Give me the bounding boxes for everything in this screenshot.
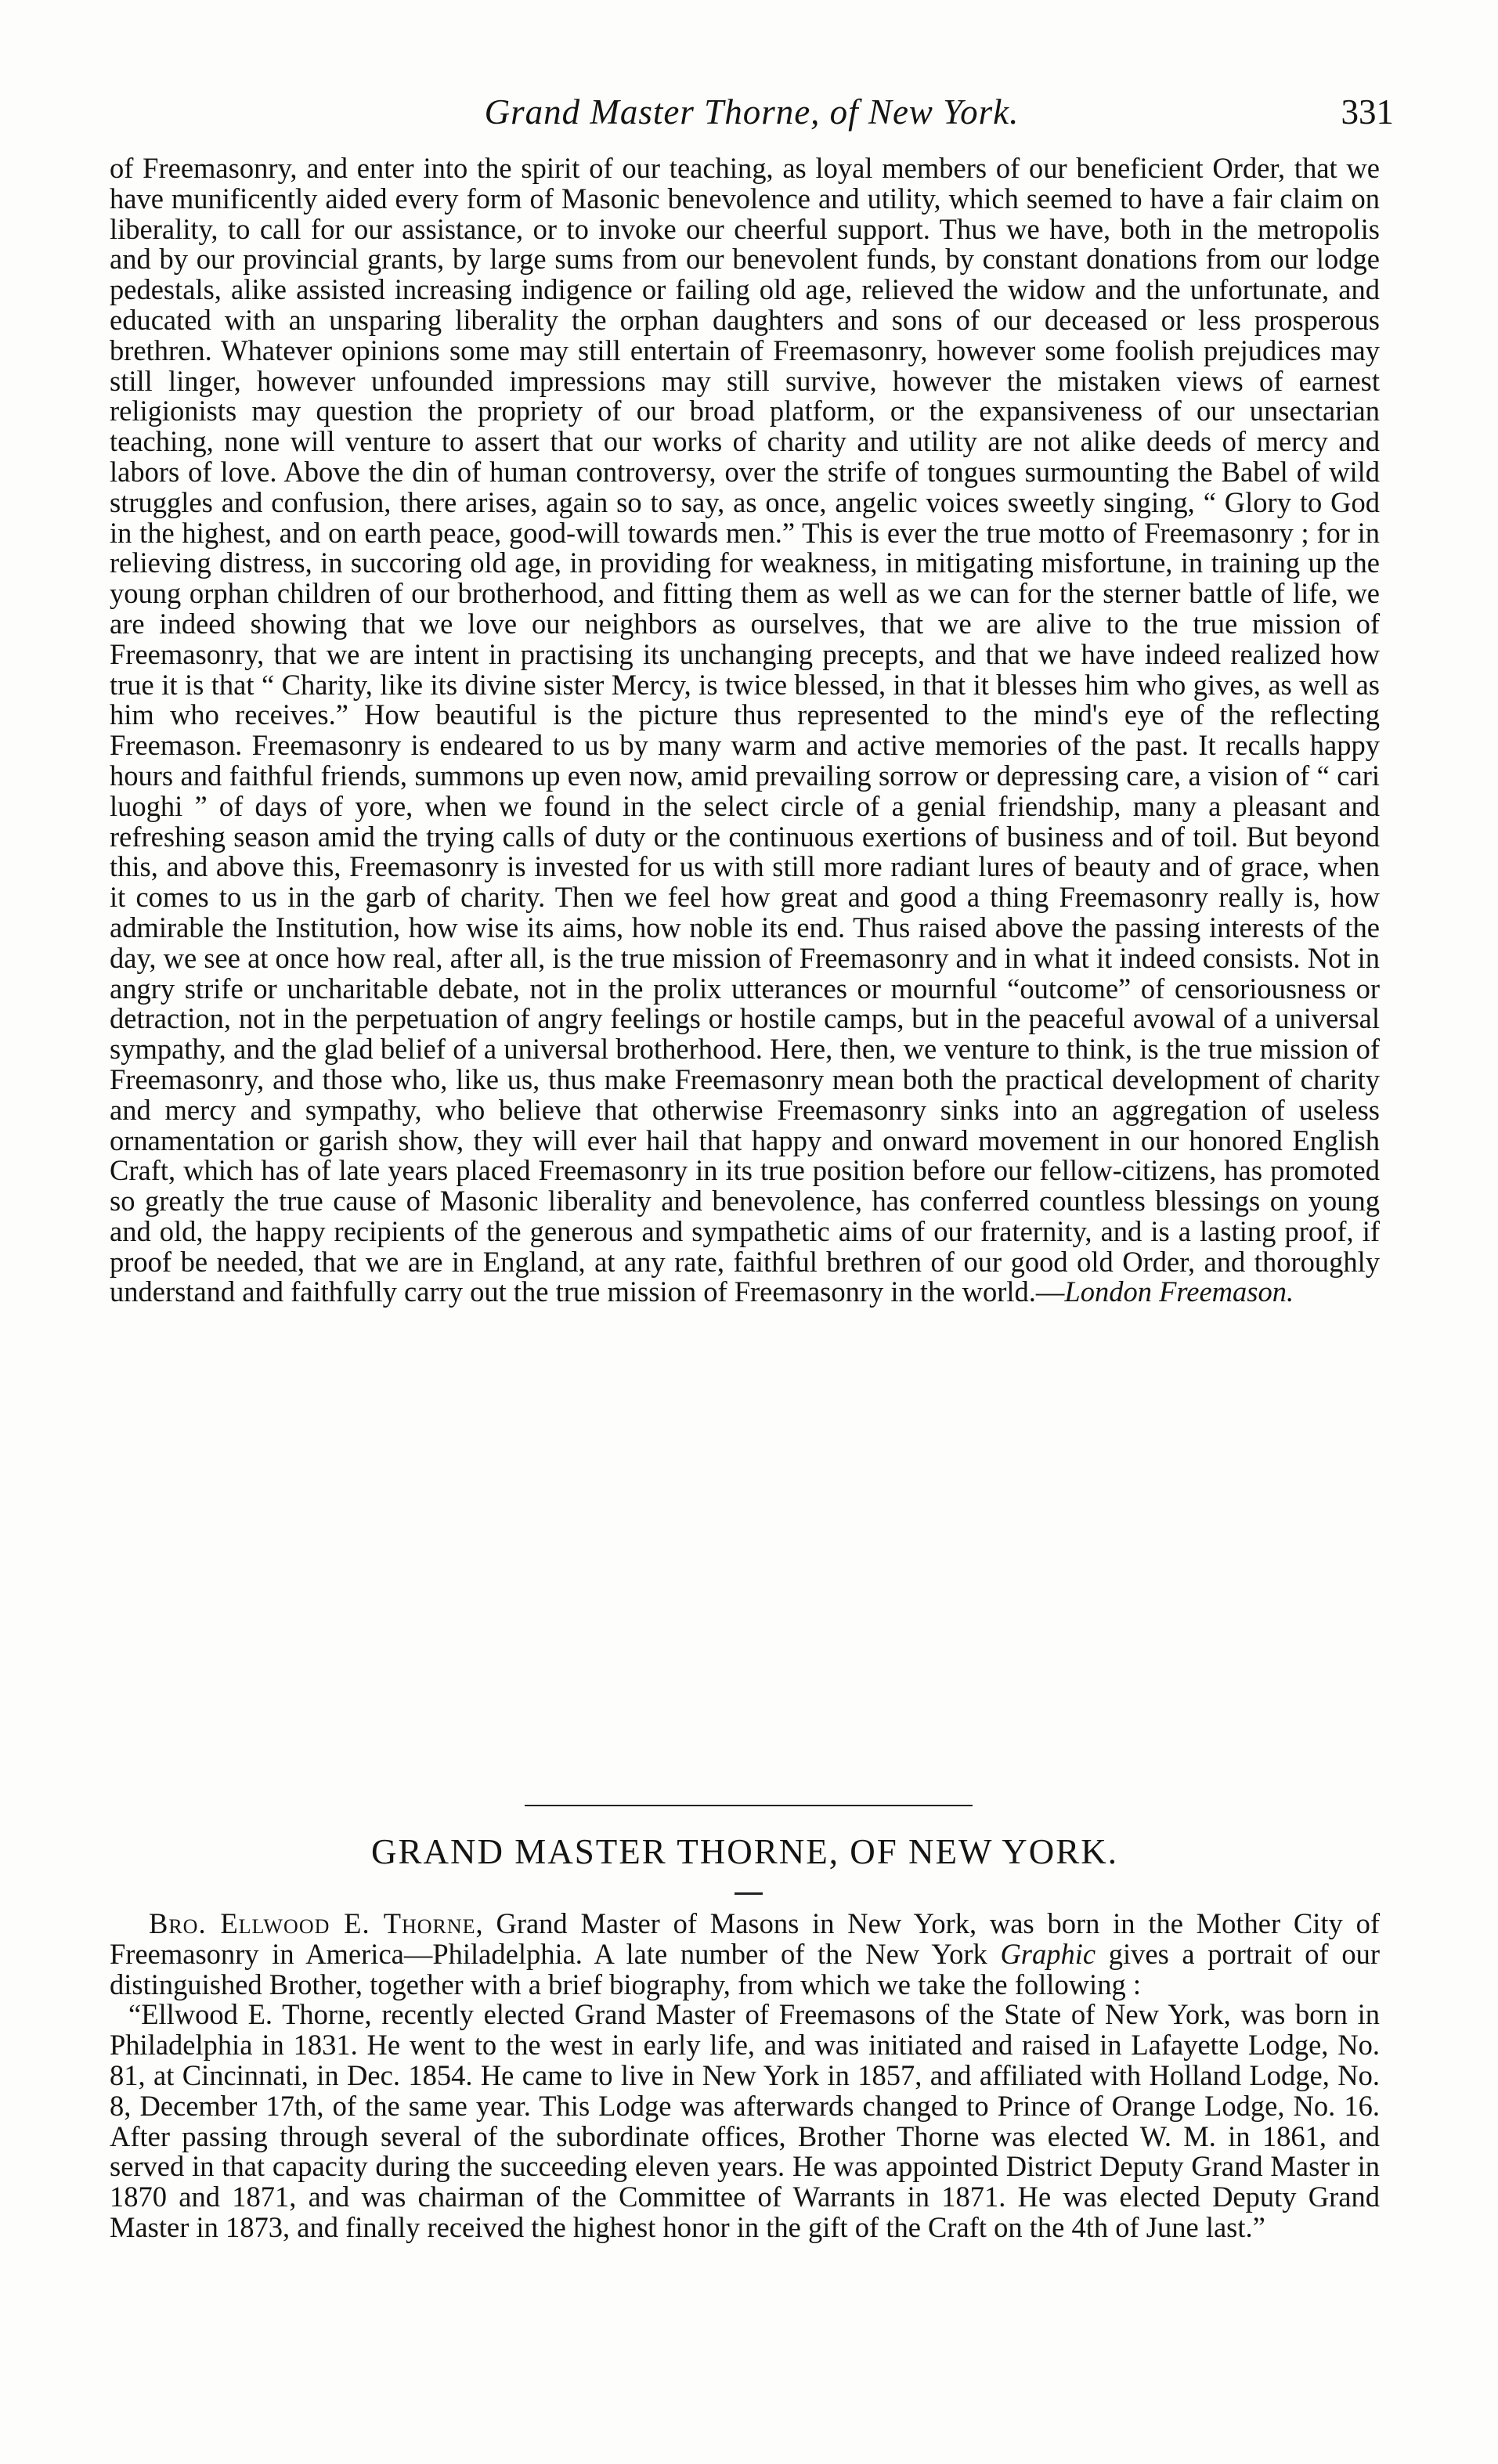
heading-rule [735, 1892, 763, 1895]
continuation-text [110, 153, 1380, 1308]
intro-italic: Graphic [1000, 1937, 1096, 1970]
continuation-body: of Freemasonry, and enter into the spirit of our teaching, as loyal members of our beneficient Order, that we have munificently aided every form of Masonic benevolence and utility, which seemed to have a fair claim on liberality, to call for our assistance, or to invoke our cheerful support. Thus we have, both in the metropolis and by our provincial grants, by large sums from our benevolent funds, by constant donations from our lodge pedestals, alike assisted increasing indigence or failing old age, relieved the widow and the unfortunate, and educated with an unsparing liberality the orphan daughters and sons of our deceased or less prosperous brethren. Whatever opinions some may still entertain of Freemasonry, however some foolish prejudices may still linger, however unfounded impressions may still survive, however the mistaken views of earnest religionists may question the propriety of our broad platform, or the expansiveness of our unsectarian teaching, none will venture to assert that our works of charity and utility are not alike deeds of mercy and labors of love. Above the din of human controversy, over the strife of tongues surmounting the Babel of wild struggles and confusion, there arises, again so to say, as once, angelic voices sweetly singing, “ Glory to God in the highest, and on earth peace, good-will towards men.” This is ever the true motto of Freemasonry ; for in relieving distress, in succoring old age, in providing for weakness, in mitigating misfortune, in training up the young orphan children of our brotherhood, and fitting them as well as we can for the sterner battle of life, we are indeed showing that we love our neighbors as ourselves, that we are alive to the true mission of Freemasonry, that we are intent in practising its unchanging precepts, and that we have indeed realized how true it is that “ Charity, like its divine sister Mercy, is twice blessed, in that it blesses him who gives, as well as him who receives.” How beautiful is the picture thus represented to the mind's eye of the reflecting Freemason. Freemasonry is endeared to us by many warm and active memories of the past. It recalls happy hours and faithful friends, summons up even now, amid prevailing sorrow or depressing care, a vision of “ cari luoghi ” of days of yore, when we found in the select circle of a genial friendship, many a pleasant and refreshing season amid the trying calls of duty or the continuous exertions of business and of toil. But beyond this, and above this, Freemasonry is invested for us with still more radiant lures of beauty and of grace, when it comes to us in the garb of charity. Then we feel how great and good a thing Freemasonry really is, how admirable the Institution, how wise its aims, how noble its end. Thus raised above the passing interests of the day, we see at once how real, after all, is the true mission of Freemasonry and in what it indeed consists. Not in angry strife or uncharitable debate, not in the prolix utterances or mournful “outcome” of censoriousness or detraction, not in the perpetuation of angry feelings or hostile camps, but in the peaceful avowal of a universal sympathy, and the glad belief of a universal brotherhood. Here, then, we venture to think, is the true mission of Freemasonry, and those who, like us, thus make Freemasonry mean both the practical development of charity and mercy and sympathy, who believe that otherwise Freemasonry sinks into an aggregation of useless ornamentation or garish show, they will ever hail that happy and onward movement in our honored English Craft, which has of late years placed Freemasonry in its true position before our fellow-citizens, has promoted so greatly the true cause of Masonic liberality and benevolence, has conferred countless blessings on young and old, the happy recipients of the generous and sympathetic aims of our fraternity, and is a lasting proof, if proof be needed, that we are in England, at any rate, faithful brethren of our good old Order, and thoroughly understand and faithfully carry out the true mission of Freemasonry in the world.— [110, 152, 1380, 1308]
intro-text-2: gives a portrait of our distinguished Brother, together with a brief biography, from which we take the following : [110, 1937, 1380, 2000]
source-citation: London Freemason. [1064, 1275, 1294, 1308]
article-heading: GRAND MASTER THORNE, OF NEW YORK. [371, 1832, 1118, 1871]
intro-text-1: , Grand Master of Masons in New York, was born in the Mother City of Freemasonry in America—Philadelphia. A late number of the New York [110, 1907, 1380, 1970]
article-quote: “Ellwood E. Thorne, recently elected Grand Master of Freemasons of the State of New York, was born in Philadelphia in 1831. He went to the west in early life, and was initiated and raised in Lafayette Lodge, No. 81, at Cincinnati, in Dec. 1854. He came to live in New York in 1857, and affiliated with Holland Lodge, No. 8, December 17th, of the same year. This Lodge was afterwards changed to Prince of Orange Lodge, No. 16. After passing through several of the subordinate offices, Brother Thorne was elected W. M. in 1861, and served in that capacity during the succeeding eleven years. He was appointed District Deputy Grand Master in 1870 and 1871, and was chairman of the Committee of Warrants in 1871. He was elected Deputy Grand Master in 1873, and finally received the highest honor in the gift of the Craft on the 4th of June last.” [110, 1998, 1380, 2243]
article-intro [110, 1909, 1380, 2000]
continuation-paragraph [110, 153, 1380, 1308]
intro-name: Bro. Ellwood E. Thorne [149, 1907, 476, 1939]
article-body [110, 1909, 1380, 2243]
running-head [110, 85, 1394, 139]
section-divider [525, 1805, 973, 1806]
page-number: 331 [1341, 92, 1394, 132]
running-title: Grand Master Thorne, of New York. [484, 92, 1020, 132]
